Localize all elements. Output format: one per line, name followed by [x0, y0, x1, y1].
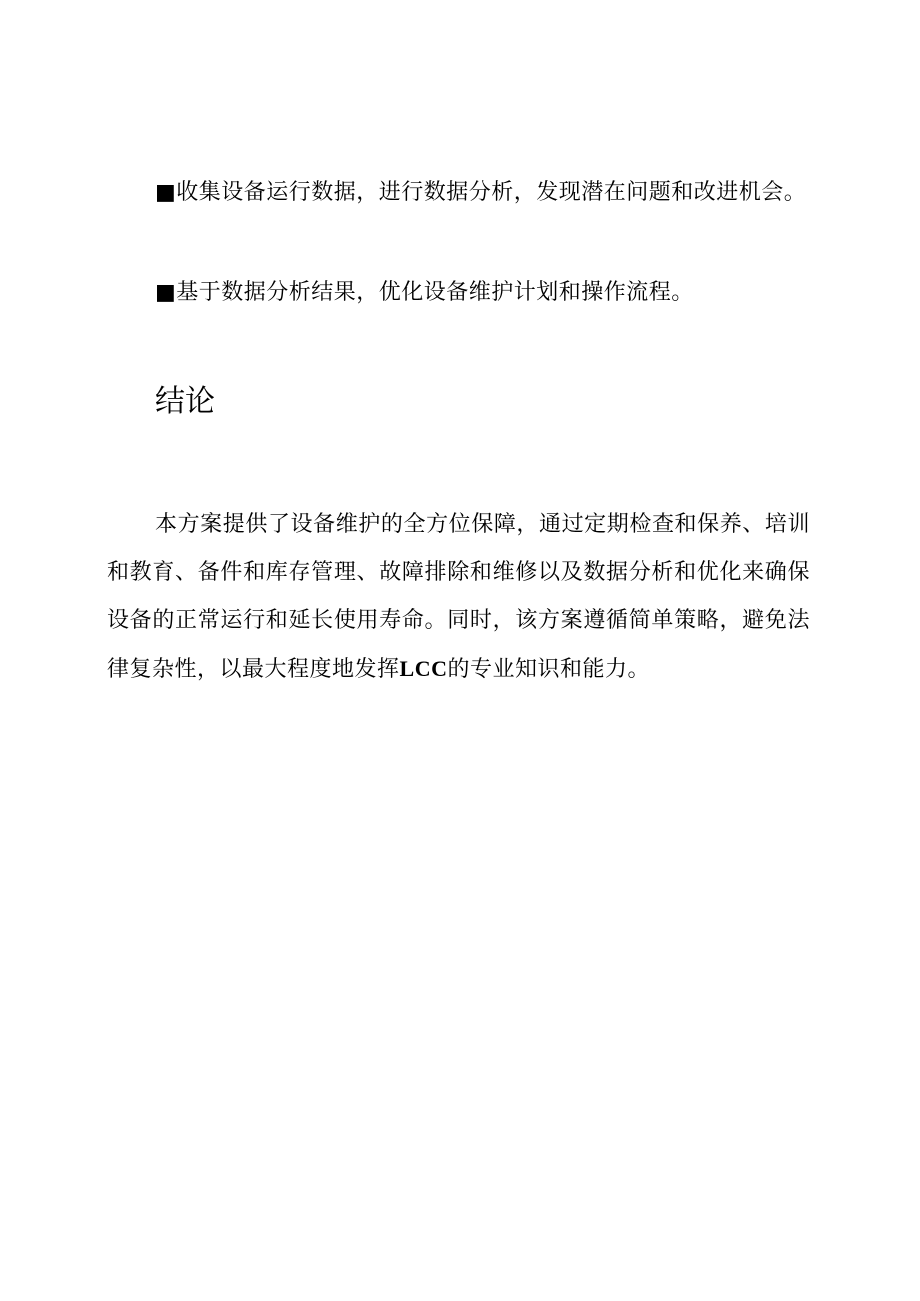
conclusion-paragraph	[107, 501, 810, 694]
bullet-item-optimization: ■基于数据分析结果，优化设备维护计划和操作流程。	[155, 280, 694, 305]
conclusion-text-lcc: LCC	[399, 656, 448, 681]
bullet-item-data-collection: ■收集设备运行数据，进行数据分析，发现潜在问题和改进机会。	[155, 180, 807, 205]
conclusion-text-part2: 的专业知识和能力。	[447, 657, 650, 682]
conclusion-text-part1: 本方案提供了设备维护的全方位保障，通过定期检查和保养、培训和教育、备件和库存管理、故障排除和维修以及数据分析和优化来确保设备的正常运行和延长使用寿命。同时，该方案遵循简单策略，避免法律复杂性，以最大程度地发挥	[107, 512, 810, 682]
section-heading-conclusion: 结论	[155, 384, 215, 419]
